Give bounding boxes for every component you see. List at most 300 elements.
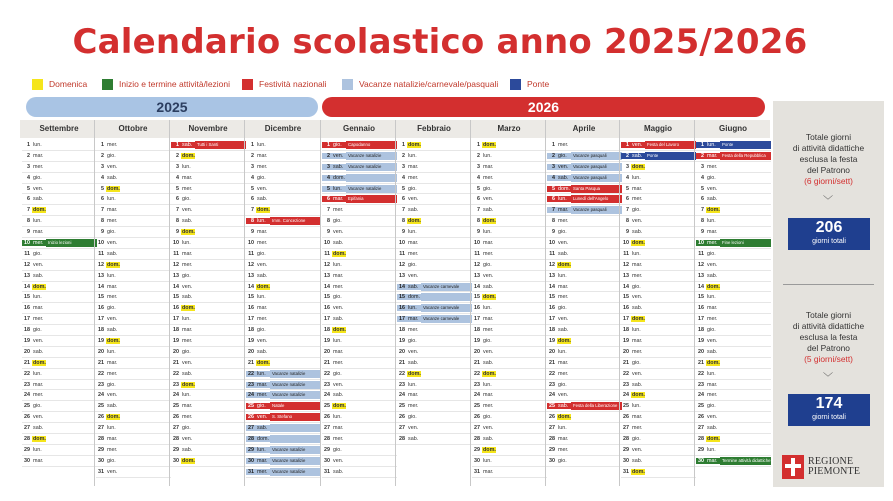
day-row bbox=[171, 151, 246, 162]
weekday: ven. bbox=[257, 261, 268, 268]
weekday: ven. bbox=[33, 185, 44, 192]
day-row bbox=[696, 292, 771, 303]
day-number: 24 bbox=[248, 392, 254, 399]
weekday: ven. bbox=[182, 283, 193, 290]
weekday: lun. bbox=[182, 392, 191, 399]
legend-swatch bbox=[510, 79, 521, 90]
day-row bbox=[696, 445, 771, 456]
day-row bbox=[322, 325, 397, 336]
weekday: lun. bbox=[558, 348, 567, 355]
day-note: Ponte bbox=[720, 141, 771, 149]
day-row bbox=[22, 292, 97, 303]
day-row bbox=[472, 249, 547, 260]
day-row bbox=[171, 271, 246, 282]
weekday: lun. bbox=[33, 370, 42, 377]
weekday: sab. bbox=[483, 359, 494, 366]
day-row bbox=[547, 249, 622, 260]
weekday: mer. bbox=[256, 392, 270, 398]
day-row bbox=[547, 194, 622, 205]
day-row bbox=[397, 151, 472, 162]
day-row bbox=[696, 249, 771, 260]
day-row bbox=[171, 423, 246, 434]
day-number: 20 bbox=[24, 348, 30, 355]
day-row bbox=[472, 140, 547, 151]
weekday: mar. bbox=[632, 414, 643, 421]
day-number: 25 bbox=[324, 403, 330, 410]
page-title: Calendario scolastico anno 2025/2026 bbox=[72, 22, 808, 62]
day-number: 16 bbox=[698, 305, 704, 312]
weekday: dom. bbox=[333, 327, 346, 334]
weekday: dom. bbox=[632, 163, 645, 170]
weekday: sab. bbox=[182, 218, 193, 225]
day-number: 28 bbox=[474, 435, 480, 442]
day-row bbox=[322, 456, 397, 467]
weekday: sab. bbox=[257, 196, 268, 203]
day-number: 13 bbox=[173, 272, 179, 279]
day-number: 1 bbox=[402, 141, 405, 148]
day-number: 30 bbox=[98, 457, 104, 464]
weekday: ven. bbox=[707, 337, 718, 344]
weekday: gio. bbox=[632, 359, 641, 366]
day-row bbox=[171, 401, 246, 412]
weekday: sab. bbox=[33, 425, 44, 432]
weekday: lun. bbox=[483, 457, 492, 464]
weekday: sab. bbox=[558, 327, 569, 334]
day-row bbox=[246, 314, 321, 325]
day-number: 26 bbox=[474, 414, 480, 421]
day-row bbox=[397, 369, 472, 380]
weekday: mar. bbox=[33, 152, 44, 159]
weekday: gio. bbox=[107, 305, 116, 312]
day-row bbox=[171, 238, 246, 249]
day-row bbox=[322, 434, 397, 445]
weekday: lun. bbox=[408, 229, 417, 236]
weekday: ven. bbox=[558, 392, 569, 399]
weekday: lun. bbox=[107, 348, 116, 355]
day-number: 24 bbox=[623, 392, 629, 399]
day-number: 31 bbox=[623, 468, 629, 475]
month-column-dicembre bbox=[246, 140, 321, 478]
day-row bbox=[96, 456, 171, 467]
weekday: gio. bbox=[483, 337, 492, 344]
weekday: sab. bbox=[632, 457, 643, 464]
day-number: 10 bbox=[698, 239, 704, 246]
weekday: gio. bbox=[707, 327, 716, 334]
weekday: dom. bbox=[107, 261, 120, 268]
day-row bbox=[696, 358, 771, 369]
weekday: dom. bbox=[33, 283, 46, 290]
day-number: 2 bbox=[402, 152, 405, 159]
weekday: ven. bbox=[33, 261, 44, 268]
day-row bbox=[472, 271, 547, 282]
day-row bbox=[322, 390, 397, 401]
weekday: gio. bbox=[33, 250, 42, 257]
day-row bbox=[397, 423, 472, 434]
day-row bbox=[397, 173, 472, 184]
day-row bbox=[547, 282, 622, 293]
weekday: mar. bbox=[558, 435, 569, 442]
column-divider bbox=[545, 120, 546, 486]
weekday: sab. bbox=[557, 175, 571, 181]
day-number: 14 bbox=[474, 283, 480, 290]
day-row bbox=[246, 151, 321, 162]
day-row bbox=[22, 336, 97, 347]
weekday: mer. bbox=[707, 163, 718, 170]
day-number: 3 bbox=[322, 164, 332, 170]
day-row bbox=[547, 401, 622, 412]
day-row bbox=[171, 194, 246, 205]
day-row bbox=[322, 380, 397, 391]
totals-5-label: Totale giorni di attività didattiche esclusa la festa del Patrono (5 giorni/sett) bbox=[792, 310, 865, 364]
day-number: 6 bbox=[176, 196, 179, 203]
weekday: ven. bbox=[182, 207, 193, 214]
day-note: Festa della Liberazione bbox=[571, 402, 622, 410]
weekday: dom. bbox=[408, 370, 421, 377]
weekday: mar. bbox=[256, 458, 270, 464]
weekday: mer. bbox=[408, 250, 419, 257]
weekday: ven. bbox=[107, 316, 118, 323]
weekday: ven. bbox=[332, 153, 346, 159]
weekday: dom. bbox=[408, 141, 421, 148]
weekday: gio. bbox=[558, 229, 567, 236]
day-row bbox=[472, 162, 547, 173]
day-number: 18 bbox=[24, 327, 30, 334]
weekday: ven. bbox=[33, 414, 44, 421]
weekday: sab. bbox=[408, 435, 419, 442]
weekday: dom. bbox=[33, 207, 46, 214]
weekday: dom. bbox=[408, 218, 421, 225]
weekday: dom. bbox=[483, 446, 496, 453]
weekday: dom. bbox=[182, 457, 195, 464]
day-number: 12 bbox=[549, 261, 555, 268]
day-row bbox=[246, 282, 321, 293]
weekday: sab. bbox=[632, 305, 643, 312]
day-row bbox=[696, 325, 771, 336]
weekday: mar. bbox=[182, 403, 193, 410]
weekday: mar. bbox=[182, 250, 193, 257]
day-row bbox=[547, 173, 622, 184]
day-number: 9 bbox=[701, 229, 704, 236]
day-row bbox=[171, 412, 246, 423]
day-number: 24 bbox=[98, 392, 104, 399]
day-row bbox=[322, 347, 397, 358]
day-row bbox=[96, 401, 171, 412]
day-row bbox=[322, 303, 397, 314]
weekday: sab. bbox=[33, 348, 44, 355]
weekday: ven. bbox=[483, 348, 494, 355]
day-number: 22 bbox=[173, 370, 179, 377]
weekday: mar. bbox=[558, 359, 569, 366]
day-number: 5 bbox=[176, 185, 179, 192]
day-row bbox=[246, 173, 321, 184]
weekday: dom. bbox=[257, 359, 270, 366]
day-number: 28 bbox=[623, 435, 629, 442]
weekday: mar. bbox=[483, 392, 494, 399]
day-row bbox=[547, 434, 622, 445]
weekday: gio. bbox=[558, 381, 567, 388]
weekday: sab. bbox=[407, 284, 421, 290]
day-row bbox=[246, 412, 321, 423]
day-row bbox=[22, 173, 97, 184]
day-row bbox=[171, 325, 246, 336]
day-number: 22 bbox=[698, 370, 704, 377]
day-number: 28 bbox=[98, 435, 104, 442]
weekday: gio. bbox=[632, 283, 641, 290]
day-number: 25 bbox=[98, 403, 104, 410]
day-row bbox=[472, 369, 547, 380]
weekday: gio. bbox=[408, 261, 417, 268]
month-header-gennaio: Gennaio bbox=[342, 124, 375, 133]
day-row bbox=[96, 162, 171, 173]
day-number: 20 bbox=[549, 348, 555, 355]
day-row bbox=[246, 336, 321, 347]
day-row bbox=[621, 434, 696, 445]
day-row bbox=[171, 347, 246, 358]
day-number: 7 bbox=[626, 207, 629, 214]
day-row bbox=[696, 184, 771, 195]
chevron-down-icon: ﹀ bbox=[823, 373, 833, 384]
weekday: sab. bbox=[632, 381, 643, 388]
weekday: lun. bbox=[107, 425, 116, 432]
weekday: lun. bbox=[483, 381, 492, 388]
day-number: 14 bbox=[698, 283, 704, 290]
column-divider bbox=[395, 120, 396, 486]
day-row bbox=[472, 194, 547, 205]
weekday: ven. bbox=[333, 457, 344, 464]
day-row bbox=[472, 227, 547, 238]
day-note: Vacanze natalizie bbox=[270, 446, 321, 454]
weekday: lun. bbox=[332, 186, 346, 192]
day-row bbox=[621, 369, 696, 380]
weekday: mer. bbox=[182, 185, 193, 192]
day-number: 4 bbox=[402, 174, 405, 181]
day-row bbox=[22, 205, 97, 216]
weekday: mer. bbox=[333, 359, 344, 366]
weekday: ven. bbox=[483, 425, 494, 432]
day-number: 25 bbox=[474, 403, 480, 410]
day-row bbox=[547, 205, 622, 216]
day-row bbox=[472, 260, 547, 271]
day-row bbox=[547, 184, 622, 195]
weekday: lun. bbox=[408, 381, 417, 388]
day-number: 8 bbox=[477, 218, 480, 225]
day-note: Vacanze carnevale bbox=[421, 304, 472, 312]
day-row bbox=[621, 325, 696, 336]
day-row bbox=[621, 151, 696, 162]
day-row bbox=[696, 314, 771, 325]
weekday: mer. bbox=[707, 316, 718, 323]
weekday: mer. bbox=[182, 414, 193, 421]
day-note: Festa del Lavoro bbox=[645, 141, 696, 149]
day-number: 2 bbox=[547, 153, 557, 159]
day-number: 14 bbox=[98, 283, 104, 290]
weekday: dom. bbox=[558, 185, 570, 192]
day-row bbox=[22, 238, 97, 249]
weekday: dom. bbox=[483, 141, 496, 148]
day-row bbox=[696, 423, 771, 434]
day-row bbox=[171, 282, 246, 293]
day-row bbox=[696, 369, 771, 380]
day-row bbox=[621, 380, 696, 391]
column-divider bbox=[470, 120, 471, 486]
weekday: lun. bbox=[483, 229, 492, 236]
day-number: 16 bbox=[248, 305, 254, 312]
day-number: 6 bbox=[402, 196, 405, 203]
day-row bbox=[96, 434, 171, 445]
weekday: sab. bbox=[483, 435, 494, 442]
day-number: 13 bbox=[698, 272, 704, 279]
weekday: lun. bbox=[707, 294, 716, 301]
day-note: Vacanze natalizie bbox=[346, 152, 397, 160]
day-row bbox=[547, 358, 622, 369]
day-number: 26 bbox=[173, 414, 179, 421]
day-row bbox=[171, 184, 246, 195]
weekday: mer. bbox=[483, 403, 494, 410]
day-number: 23 bbox=[549, 381, 555, 388]
day-number: 23 bbox=[698, 381, 704, 388]
day-number: 28 bbox=[24, 435, 30, 442]
weekday: gio. bbox=[707, 250, 716, 257]
day-number: 30 bbox=[24, 457, 30, 464]
day-row bbox=[621, 292, 696, 303]
day-number: 10 bbox=[248, 239, 254, 246]
day-row bbox=[397, 303, 472, 314]
weekday: lun. bbox=[33, 294, 42, 301]
day-number: 26 bbox=[248, 414, 254, 421]
day-row bbox=[696, 401, 771, 412]
day-row bbox=[22, 456, 97, 467]
weekday: ven. bbox=[408, 348, 419, 355]
day-row bbox=[472, 151, 547, 162]
day-number: 8 bbox=[327, 218, 330, 225]
day-row bbox=[621, 423, 696, 434]
day-number: 16 bbox=[474, 305, 480, 312]
weekday: gio. bbox=[408, 185, 417, 192]
day-row bbox=[96, 151, 171, 162]
day-row bbox=[322, 260, 397, 271]
weekday: dom. bbox=[333, 250, 346, 257]
day-number: 11 bbox=[248, 250, 254, 257]
day-number: 3 bbox=[477, 163, 480, 170]
day-number: 27 bbox=[173, 425, 179, 432]
day-row bbox=[22, 184, 97, 195]
day-number: 1 bbox=[477, 141, 480, 148]
day-number: 25 bbox=[549, 403, 555, 410]
total-box-5-days: 174 giorni totali bbox=[788, 394, 870, 426]
day-number: 8 bbox=[101, 218, 104, 225]
day-note bbox=[270, 435, 321, 443]
day-number: 11 bbox=[173, 250, 179, 257]
day-row bbox=[96, 184, 171, 195]
day-number: 5 bbox=[402, 185, 405, 192]
day-number: 21 bbox=[98, 359, 104, 366]
weekday: lun. bbox=[408, 152, 417, 159]
day-row bbox=[397, 227, 472, 238]
day-number: 30 bbox=[698, 457, 704, 464]
weekday: mer. bbox=[257, 163, 268, 170]
weekday: gio. bbox=[33, 403, 42, 410]
day-row bbox=[547, 227, 622, 238]
day-number: 27 bbox=[24, 425, 30, 432]
day-number: 30 bbox=[623, 457, 629, 464]
day-number: 4 bbox=[626, 174, 629, 181]
month-column-novembre bbox=[171, 140, 246, 467]
day-row bbox=[22, 412, 97, 423]
weekday: lun. bbox=[558, 272, 567, 279]
day-number: 3 bbox=[176, 163, 179, 170]
day-note: Imm. Concezione bbox=[270, 217, 321, 225]
day-number: 16 bbox=[98, 305, 104, 312]
day-number: 13 bbox=[549, 272, 555, 279]
weekday: ven. bbox=[107, 468, 118, 475]
day-number: 11 bbox=[98, 250, 104, 257]
day-row bbox=[472, 238, 547, 249]
day-number: 30 bbox=[474, 457, 480, 464]
day-row bbox=[246, 358, 321, 369]
day-number: 22 bbox=[399, 370, 405, 377]
day-row bbox=[22, 347, 97, 358]
day-number: 4 bbox=[701, 174, 704, 181]
day-number: 18 bbox=[324, 327, 330, 334]
day-number: 25 bbox=[698, 403, 704, 410]
weekday: mer. bbox=[483, 250, 494, 257]
weekday: lun. bbox=[558, 425, 567, 432]
day-number: 29 bbox=[549, 446, 555, 453]
day-number: 19 bbox=[698, 337, 704, 344]
day-number: 12 bbox=[324, 261, 330, 268]
legend-swatch bbox=[32, 79, 43, 90]
weekday: dom. bbox=[182, 381, 195, 388]
day-row bbox=[22, 325, 97, 336]
weekday: ven. bbox=[257, 185, 268, 192]
day-number: 28 bbox=[698, 435, 704, 442]
day-row bbox=[246, 140, 321, 151]
day-number: 1 bbox=[621, 142, 631, 148]
weekday: dom. bbox=[558, 337, 571, 344]
day-number: 17 bbox=[698, 316, 704, 323]
weekday: ven. bbox=[557, 164, 571, 170]
day-note: Vacanze pasquali bbox=[571, 206, 622, 214]
day-row bbox=[547, 325, 622, 336]
month-column-gennaio bbox=[322, 140, 397, 478]
day-row bbox=[472, 216, 547, 227]
day-row bbox=[472, 325, 547, 336]
day-row bbox=[397, 140, 472, 151]
weekday: mer. bbox=[558, 141, 569, 148]
day-number: 21 bbox=[324, 359, 330, 366]
weekday: sab. bbox=[707, 348, 718, 355]
day-row bbox=[246, 227, 321, 238]
day-number: 10 bbox=[474, 239, 480, 246]
day-row bbox=[621, 390, 696, 401]
day-number: 24 bbox=[698, 392, 704, 399]
weekday: mer. bbox=[333, 207, 344, 214]
day-row bbox=[397, 325, 472, 336]
day-number: 10 bbox=[623, 239, 629, 246]
day-number: 15 bbox=[98, 294, 104, 301]
weekday: dom. bbox=[182, 229, 195, 236]
day-number: 7 bbox=[101, 207, 104, 214]
weekday: mer. bbox=[33, 316, 44, 323]
weekday: lun. bbox=[707, 370, 716, 377]
day-number: 9 bbox=[552, 229, 555, 236]
day-number: 2 bbox=[251, 152, 254, 159]
day-number: 17 bbox=[324, 316, 330, 323]
weekday: sab. bbox=[257, 348, 268, 355]
weekday: lun. bbox=[256, 218, 270, 224]
day-number: 9 bbox=[101, 229, 104, 236]
weekday: mer. bbox=[107, 294, 118, 301]
